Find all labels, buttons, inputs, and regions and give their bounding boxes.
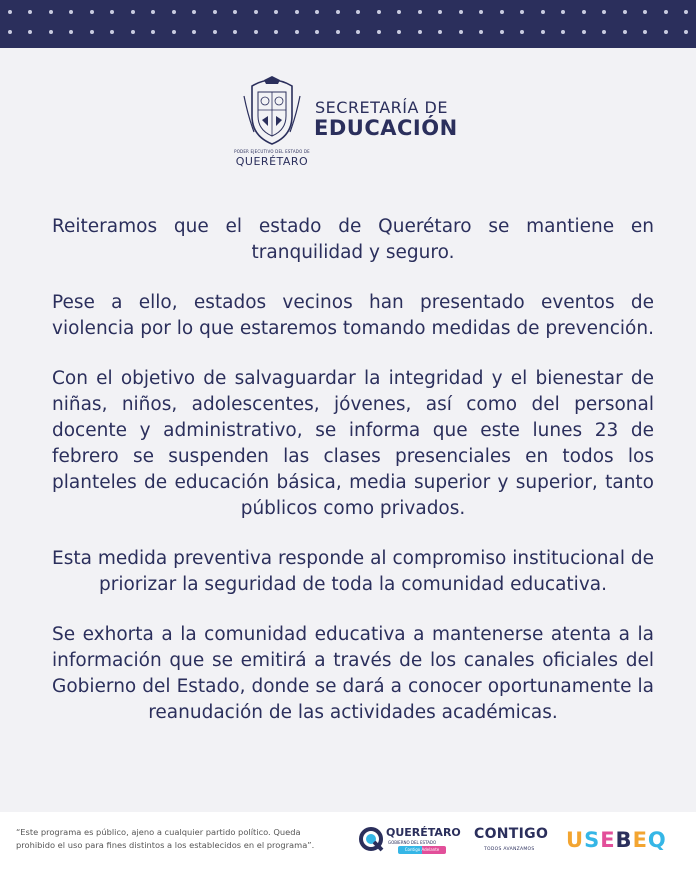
banner-dot: [254, 10, 258, 14]
banner-dot: [500, 10, 504, 14]
dot-pattern-row-1: [8, 8, 688, 16]
banner-dot: [664, 30, 668, 34]
banner-dot: [49, 30, 53, 34]
banner-dot: [131, 30, 135, 34]
banner-dot: [131, 10, 135, 14]
q-logo-icon: [358, 826, 384, 852]
banner-dot: [315, 10, 319, 14]
banner-dot: [397, 30, 401, 34]
banner-dot: [643, 10, 647, 14]
banner-dot: [377, 10, 381, 14]
banner-dot: [541, 30, 545, 34]
paragraph-1: Reiteramos que el estado de Querétaro se mantiene en tranquilidad y seguro.: [52, 216, 654, 263]
banner-dot: [110, 30, 114, 34]
program-disclaimer: “Este programa es público, ajeno a cualquier partido político. Queda prohibido el uso para fines distintos a los establecidos en el programa”.: [16, 827, 315, 850]
statement-body: [52, 214, 654, 750]
banner-dot: [90, 30, 94, 34]
banner-dot: [500, 30, 504, 34]
banner-dot: [172, 10, 176, 14]
banner-dot: [561, 10, 565, 14]
banner-dot: [520, 10, 524, 14]
banner-dot: [233, 30, 237, 34]
paragraph-2: Pese a ello, estados vecinos han presentado eventos de violencia por lo que estaremos tomando medidas de prevención.: [52, 292, 654, 339]
banner-dot: [151, 30, 155, 34]
banner-dot: [684, 30, 688, 34]
secretaria-title-line2: EDUCACIÓN: [314, 116, 458, 140]
banner-dot: [110, 10, 114, 14]
banner-dot: [274, 10, 278, 14]
banner-dot: [8, 30, 12, 34]
banner-dot: [192, 30, 196, 34]
banner-dot: [295, 30, 299, 34]
banner-dot: [315, 30, 319, 34]
banner-dot: [151, 10, 155, 14]
banner-dot: [356, 30, 360, 34]
top-banner: [0, 0, 696, 48]
contigo-logo: [474, 826, 550, 856]
banner-dot: [69, 10, 73, 14]
queretaro-logo-badge: Contigo Adelante: [398, 846, 446, 854]
banner-dot: [28, 30, 32, 34]
banner-dot: [213, 10, 217, 14]
banner-dot: [479, 10, 483, 14]
usebeq-logo: [566, 828, 667, 852]
queretaro-government-logo: [358, 824, 461, 858]
contigo-logo-sub: TODOS AVANZAMOS: [484, 847, 535, 852]
banner-dot: [459, 30, 463, 34]
banner-dot: [28, 10, 32, 14]
banner-dot: [8, 10, 12, 14]
banner-dot: [479, 30, 483, 34]
banner-dot: [172, 30, 176, 34]
usebeq-letter: U: [566, 828, 585, 852]
banner-dot: [192, 10, 196, 14]
banner-dot: [356, 10, 360, 14]
agency-header: [0, 76, 696, 176]
usebeq-letter: E: [632, 828, 648, 852]
usebeq-letter: E: [600, 828, 616, 852]
usebeq-letter: S: [584, 828, 601, 852]
banner-dot: [49, 10, 53, 14]
banner-dot: [623, 10, 627, 14]
banner-dot: [438, 10, 442, 14]
contigo-logo-name: CONTIGO: [474, 826, 549, 842]
poder-ejecutivo-label: PODER EJECUTIVO DEL ESTADO DE: [234, 149, 310, 154]
banner-dot: [602, 30, 606, 34]
banner-dot: [233, 10, 237, 14]
banner-dot: [623, 30, 627, 34]
banner-dot: [213, 30, 217, 34]
banner-dot: [274, 30, 278, 34]
paragraph-5: Se exhorta a la comunidad educativa a mantenerse atenta a la información que se emitirá a través de los canales oficiales del Gobierno del Estado, donde se dará a conocer oportunamente la reanudación de las actividades académicas.: [52, 624, 654, 723]
banner-dot: [520, 30, 524, 34]
paragraph-4: Esta medida preventiva responde al compromiso institucional de priorizar la seguridad de toda la comunidad educativa.: [52, 548, 654, 595]
banner-dot: [602, 10, 606, 14]
usebeq-letter: Q: [647, 828, 667, 852]
paragraph-3: Con el objetivo de salvaguardar la integridad y el bienestar de niñas, niños, adolescentes, jóvenes, así como del personal docente y administrativo, se informa que este lunes 23 de febrero se suspenden las clases presenciales en todos los planteles de educación básica, media superior y superior, tanto públicos como privados.: [52, 368, 654, 519]
queretaro-logo-name: QUERÉTARO: [386, 826, 461, 839]
banner-dot: [418, 30, 422, 34]
coat-of-arms-icon: [242, 76, 302, 148]
banner-dot: [561, 30, 565, 34]
dot-pattern-row-2: [8, 28, 688, 36]
banner-dot: [90, 10, 94, 14]
banner-dot: [582, 30, 586, 34]
banner-dot: [336, 10, 340, 14]
banner-dot: [664, 10, 668, 14]
banner-dot: [438, 30, 442, 34]
secretaria-title-line1: SECRETARÍA DE: [315, 98, 448, 117]
state-name: QUERÉTARO: [235, 155, 309, 168]
banner-dot: [336, 30, 340, 34]
banner-dot: [684, 10, 688, 14]
banner-dot: [377, 30, 381, 34]
banner-dot: [582, 10, 586, 14]
banner-dot: [295, 10, 299, 14]
banner-dot: [541, 10, 545, 14]
banner-dot: [418, 10, 422, 14]
banner-dot: [69, 30, 73, 34]
banner-dot: [643, 30, 647, 34]
banner-dot: [397, 10, 401, 14]
queretaro-logo-sub: GOBIERNO DEL ESTADO: [388, 840, 437, 845]
banner-dot: [459, 10, 463, 14]
banner-dot: [254, 30, 258, 34]
footer: [0, 812, 696, 870]
usebeq-letter: B: [615, 828, 633, 852]
